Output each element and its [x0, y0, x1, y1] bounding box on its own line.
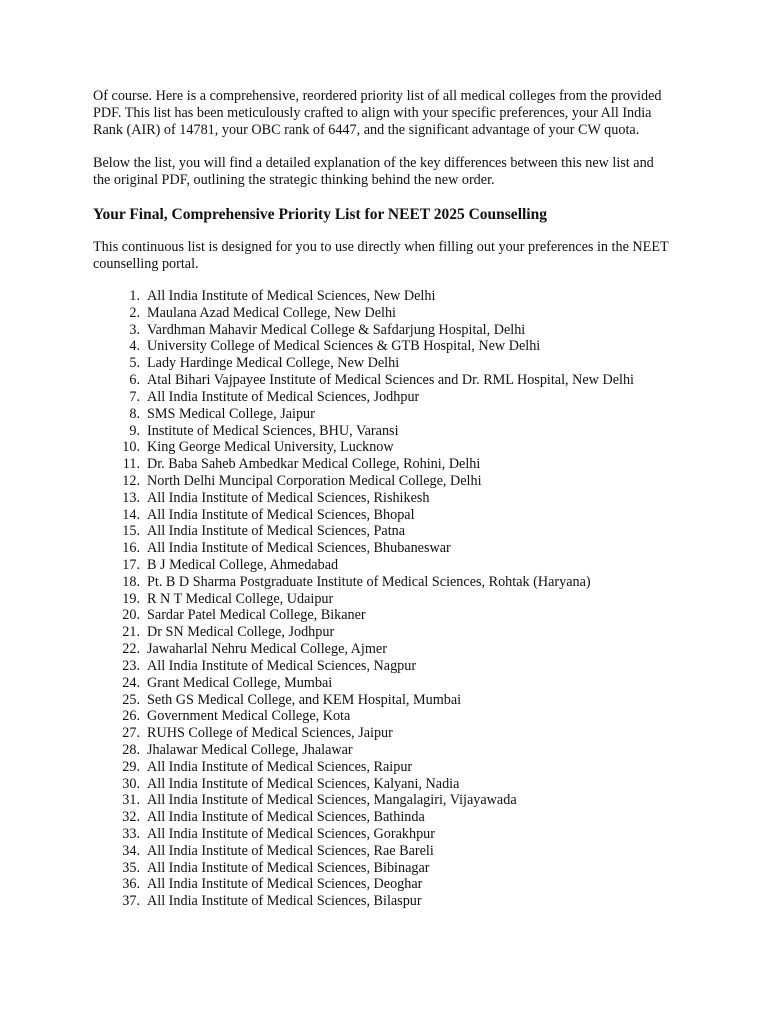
list-item [93, 725, 693, 742]
list-item [93, 423, 693, 440]
list-item-college-name: Vardhman Mahavir Medical College & Safdarjung Hospital, Delhi [147, 321, 526, 338]
list-item-college-name: All India Institute of Medical Sciences, Rishikesh [147, 489, 430, 506]
list-item [93, 523, 693, 540]
list-item-college-name: Grant Medical College, Mumbai [147, 674, 333, 691]
list-item [93, 389, 693, 406]
section-heading: Your Final, Comprehensive Priority List for NEET 2025 Counselling [93, 206, 547, 223]
list-item-number: 11. [122, 456, 140, 473]
list-item-number: 21. [122, 624, 140, 641]
document-page [93, 88, 693, 910]
list-item [93, 507, 693, 524]
list-item-college-name: Jhalawar Medical College, Jhalawar [147, 741, 353, 758]
list-item-number: 25. [122, 691, 140, 708]
list-item-college-name: North Delhi Muncipal Corporation Medical College, Delhi [147, 472, 482, 489]
list-item-college-name: All India Institute of Medical Sciences, Kalyani, Nadia [147, 775, 460, 792]
list-item-number: 10. [122, 439, 140, 456]
list-item [93, 456, 693, 473]
list-item-number: 28. [122, 741, 140, 758]
list-item-number: 18. [122, 573, 140, 590]
list-item [93, 893, 693, 910]
list-item-number: 31. [122, 792, 140, 809]
list-item-college-name: All India Institute of Medical Sciences, Raipur [147, 758, 413, 775]
list-item [93, 708, 693, 725]
list-item-college-name: All India Institute of Medical Sciences, Rae Bareli [147, 842, 434, 859]
list-item [93, 692, 693, 709]
list-item [93, 338, 693, 355]
list-item [93, 540, 693, 557]
list-item-college-name: All India Institute of Medical Sciences, Deoghar [147, 876, 423, 893]
list-item-number: 37. [122, 893, 140, 910]
list-item [93, 641, 693, 658]
list-item-college-name: All India Institute of Medical Sciences, Bhubaneswar [147, 540, 451, 557]
list-item-number: 7. [129, 388, 140, 405]
list-item-college-name: Jawaharlal Nehru Medical College, Ajmer [147, 641, 387, 658]
list-item [93, 826, 693, 843]
list-item-number: 35. [122, 859, 140, 876]
list-item-college-name: Lady Hardinge Medical College, New Delhi [147, 355, 400, 372]
list-item [93, 305, 693, 322]
list-item [93, 406, 693, 423]
list-item-number: 26. [122, 708, 140, 725]
list-item-college-name: All India Institute of Medical Sciences, Bathinda [147, 809, 425, 826]
list-item-college-name: Maulana Azad Medical College, New Delhi [147, 304, 396, 321]
list-item [93, 809, 693, 826]
list-item-college-name: Sardar Patel Medical College, Bikaner [147, 607, 366, 624]
list-item [93, 843, 693, 860]
list-item [93, 658, 693, 675]
list-item [93, 876, 693, 893]
list-item-number: 17. [122, 557, 140, 573]
list-item-number: 33. [122, 826, 140, 842]
list-item-number: 6. [129, 372, 140, 389]
list-item [93, 860, 693, 877]
list-item-college-name: Atal Bihari Vajpayee Institute of Medical Sciences and Dr. RML Hospital, New Delhi [147, 372, 634, 389]
list-item-number: 2. [129, 304, 140, 321]
list-item [93, 439, 693, 456]
list-item [93, 759, 693, 776]
list-item-number: 4. [129, 338, 140, 355]
list-item [93, 490, 693, 507]
list-item [93, 792, 693, 809]
list-item-college-name: All India Institute of Medical Sciences, Gorakhpur [147, 826, 436, 842]
list-item-number: 5. [129, 355, 140, 372]
list-item [93, 557, 693, 574]
list-item-number: 3. [129, 321, 140, 338]
list-item-college-name: All India Institute of Medical Sciences, Nagpur [147, 657, 417, 674]
list-item-college-name: University College of Medical Sciences & GTB Hospital, New Delhi [147, 338, 541, 355]
list-item [93, 372, 693, 389]
list-item-college-name: All India Institute of Medical Sciences, Bhopal [147, 506, 415, 523]
list-item-college-name: Government Medical College, Kota [147, 708, 351, 725]
list-item-college-name: Pt. B D Sharma Postgraduate Institute of Medical Sciences, Rohtak (Haryana) [147, 573, 591, 590]
list-item-number: 34. [122, 842, 140, 859]
list-item [93, 288, 693, 305]
list-item-number: 9. [129, 422, 140, 439]
list-item-number: 24. [122, 674, 140, 691]
list-item [93, 591, 693, 608]
list-item-college-name: Seth GS Medical College, and KEM Hospital, Mumbai [147, 691, 462, 708]
list-item-number: 14. [122, 506, 140, 523]
list-item-college-name: All India Institute of Medical Sciences, Mangalagiri, Vijayawada [147, 792, 517, 809]
list-item-college-name: SMS Medical College, Jaipur [147, 405, 315, 422]
list-item-college-name: Institute of Medical Sciences, BHU, Varansi [147, 422, 399, 439]
list-item-number: 1. [129, 288, 140, 304]
list-item-number: 15. [122, 523, 140, 540]
list-item-college-name: All India Institute of Medical Sciences, Jodhpur [147, 388, 420, 405]
list-item-college-name: RUHS College of Medical Sciences, Jaipur [147, 725, 393, 742]
list-intro-paragraph: This continuous list is designed for you to use directly when filling out your preferences in the NEET counselling portal. [93, 239, 669, 272]
list-item [93, 624, 693, 641]
list-item-number: 27. [122, 725, 140, 742]
list-item-college-name: B J Medical College, Ahmedabad [147, 557, 339, 573]
list-item-number: 23. [122, 657, 140, 674]
list-item-number: 29. [122, 758, 140, 775]
list-item [93, 574, 693, 591]
list-item-number: 16. [122, 540, 140, 557]
list-item-number: 32. [122, 809, 140, 826]
list-item-number: 12. [122, 472, 140, 489]
college-priority-list [93, 288, 693, 910]
list-item-number: 19. [122, 590, 140, 607]
list-item-college-name: All India Institute of Medical Sciences, Bibinagar [147, 859, 430, 876]
list-item-number: 20. [122, 607, 140, 624]
list-item-college-name: All India Institute of Medical Sciences, Bilaspur [147, 893, 422, 910]
list-item [93, 742, 693, 759]
list-item-college-name: All India Institute of Medical Sciences, New Delhi [147, 288, 436, 304]
list-item [93, 607, 693, 624]
list-item-number: 36. [122, 876, 140, 893]
list-item-number: 22. [122, 641, 140, 658]
intro-paragraph: Of course. Here is a comprehensive, reordered priority list of all medical colleges from the provided PDF. This list has been meticulously crafted to align with your specific preferences, your All India Rank (AIR) of 14781, your OBC rank of 6447, and the significant advantage of your CW quota. [93, 88, 662, 138]
list-item-number: 8. [129, 405, 140, 422]
list-item [93, 675, 693, 692]
list-item-college-name: R N T Medical College, Udaipur [147, 590, 334, 607]
list-item [93, 355, 693, 372]
list-item-college-name: Dr. Baba Saheb Ambedkar Medical College, Rohini, Delhi [147, 456, 481, 473]
list-item-number: 13. [122, 489, 140, 506]
list-item [93, 473, 693, 490]
list-item [93, 322, 693, 339]
explanation-paragraph: Below the list, you will find a detailed explanation of the key differences between this new list and the original PDF, outlining the strategic thinking behind the new order. [93, 155, 654, 188]
list-item [93, 776, 693, 793]
list-item-college-name: King George Medical University, Lucknow [147, 439, 394, 456]
list-item-college-name: All India Institute of Medical Sciences, Patna [147, 523, 406, 540]
list-item-college-name: Dr SN Medical College, Jodhpur [147, 624, 335, 641]
list-item-number: 30. [122, 775, 140, 792]
